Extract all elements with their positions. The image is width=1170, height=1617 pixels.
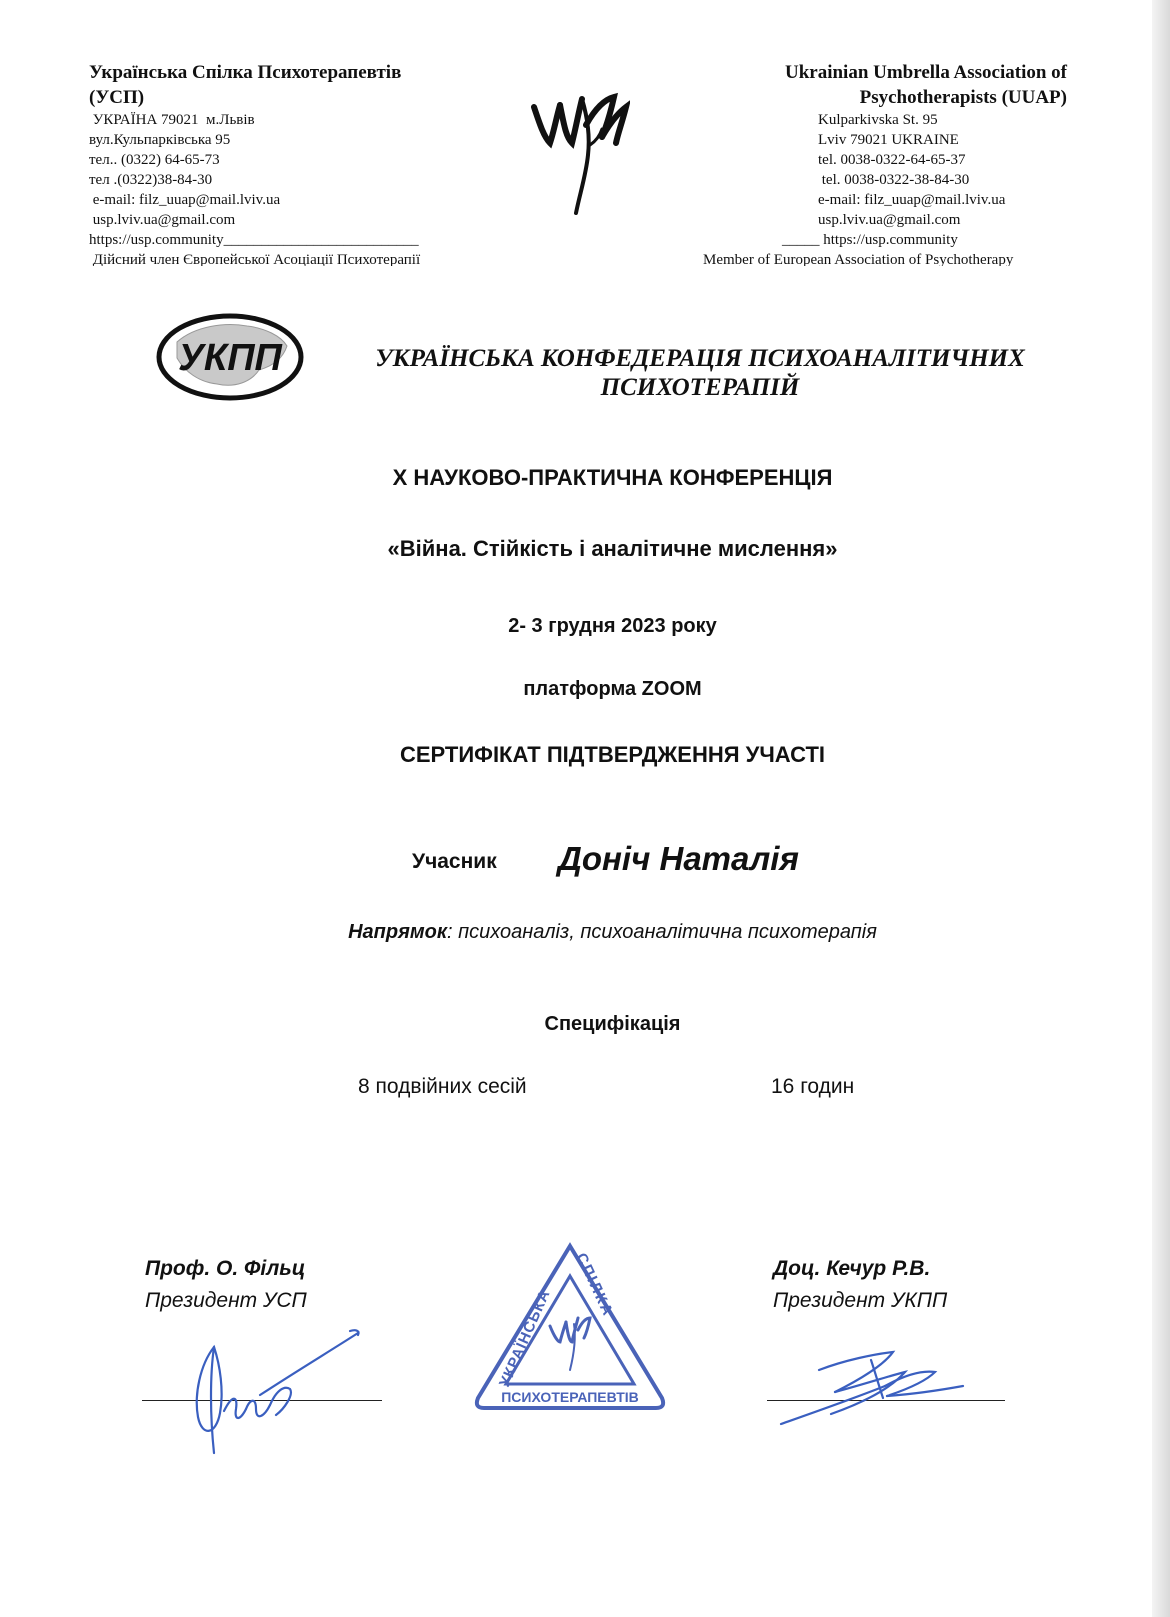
specification-title: Специфікація (544, 1013, 681, 1035)
ukpp-logo-icon (155, 312, 305, 402)
stamp-arc-text-right: СПІЛКА (572, 1250, 617, 1320)
letterhead-right (690, 60, 1070, 266)
direction (0, 921, 1170, 944)
right-signature (775, 1340, 965, 1430)
left-signatory-name: Проф. О. Фільц (145, 1257, 306, 1280)
org-name-ua: Українська Спілка Психотерапевтів (89, 62, 402, 83)
spec-hours: 16 годин (771, 1075, 855, 1098)
letterhead-left (89, 60, 509, 266)
org-name-en: Ukrainian Umbrella Association of (784, 62, 1067, 83)
conference-dates: 2- 3 грудня 2023 року (508, 615, 717, 637)
address-line: УКРАЇНА 79021 м.Львів (89, 112, 255, 128)
direction-label: Напрямок (348, 921, 448, 943)
phone-line: тел .(0322)38-84-30 (89, 172, 213, 188)
phone-line: tel. 0038-0322-64-65-37 (818, 152, 966, 168)
email-line: usp.lviv.ua@gmail.com (89, 212, 236, 228)
email-line: usp.lviv.ua@gmail.com (818, 212, 961, 228)
left-signature (180, 1325, 380, 1455)
usp-logo-icon (530, 85, 630, 215)
stamp-arc-text-left: УКРАЇНСЬКА (496, 1286, 554, 1390)
conference-platform: платформа ZOOM (523, 678, 702, 700)
phone-line: tel. 0038-0322-38-84-30 (818, 172, 970, 188)
direction-value: : психоаналіз, психоаналітична психотерапія (447, 921, 877, 943)
ukpp-logo-text: УКПП (178, 337, 282, 379)
conference-theme: «Війна. Стійкість і аналітичне мислення» (387, 536, 838, 561)
website-line: https://usp.community__________________________ (89, 232, 419, 248)
org-abbr-ua: (УСП) (89, 87, 145, 108)
left-signatory-role: Президент УСП (145, 1289, 307, 1312)
membership-line: Member of European Association of Psychotherapy (703, 252, 1014, 266)
street-line: Kulparkivska St. 95 (818, 112, 938, 128)
org-abbr-en: Psychotherapists (UUAP) (859, 87, 1067, 108)
street-line: вул.Кульпарківська 95 (89, 132, 231, 148)
email-line: e-mail: filz_uuap@mail.lviv.ua (818, 192, 1006, 208)
participant-label: Учасник (412, 850, 497, 873)
membership-line: Дійсний член Європейської Асоціації Психотерапії (89, 252, 421, 266)
organization-stamp (470, 1238, 670, 1418)
ukpp-title-line2: ПСИХОТЕРАПІЙ (600, 374, 800, 401)
right-signatory-name: Доц. Кечур Р.В. (773, 1257, 931, 1280)
ukpp-title (330, 344, 1070, 402)
right-signatory-role: Президент УКПП (773, 1289, 948, 1312)
spec-sessions: 8 подвійних сесій (358, 1075, 527, 1098)
stamp-bottom-text: ПСИХОТЕРАПЕВТІВ (501, 1389, 639, 1405)
conference-heading: X НАУКОВО-ПРАКТИЧНА КОНФЕРЕНЦІЯ (392, 465, 833, 490)
svg-text:СПІЛКА (572, 1250, 616, 1319)
city-line: Lviv 79021 UKRAINE (818, 132, 959, 148)
svg-text:УКРАЇНСЬКА (496, 1287, 554, 1390)
stamp-logo-icon (550, 1318, 590, 1370)
page-edge (1152, 0, 1170, 1617)
ukpp-title-line1: УКРАЇНСЬКА КОНФЕДЕРАЦІЯ ПСИХОАНАЛІТИЧНИХ (375, 345, 1025, 372)
email-line: e-mail: filz_uuap@mail.lviv.ua (89, 192, 281, 208)
website-line: _____ https://usp.community (782, 232, 958, 248)
certificate-title: СЕРТИФІКАТ ПІДТВЕРДЖЕННЯ УЧАСТІ (399, 742, 826, 767)
participant-name: Доніч Наталія (558, 840, 799, 877)
phone-line: тел.. (0322) 64-65-73 (89, 152, 220, 168)
